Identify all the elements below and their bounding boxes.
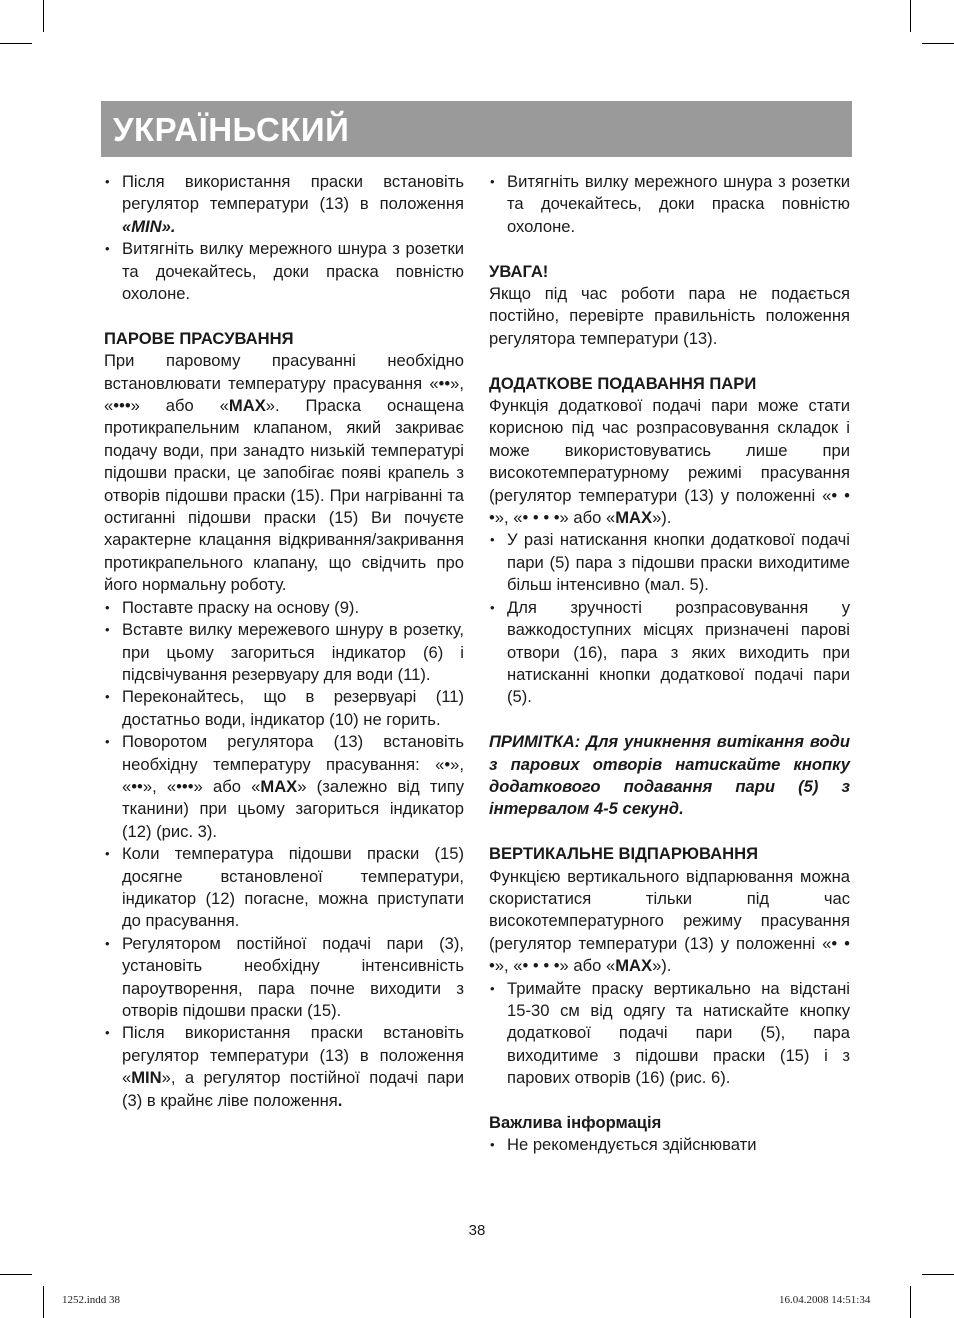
left-column — [104, 171, 464, 1112]
list-item: • Для зручності розпрасовування у важкодоступних місцях призначені парові отвори (16), пара з яких виходить при натисканні кнопки додаткової подачі пари (5). — [489, 597, 850, 709]
paragraph: Якщо під час роботи пара не подається постійно, перевірте правильність положення регулятора температури (13). — [489, 284, 850, 348]
section-heading: ВЕРТИКАЛЬНЕ ВІДПАРЮВАННЯ — [489, 844, 759, 864]
list-item: • Після використання праски встановіть регулятор температури (13) в положення «MIN». — [104, 171, 464, 238]
list-item: • Витягніть вилку мережного шнура з розетки та дочекайтесь, доки праска повністю охолоне. — [489, 171, 850, 238]
section-heading: Важлива інформація — [489, 1112, 662, 1132]
paragraph: Функція додаткової подачі пари може стати корисною під час розпрасовування складок і може використовуватись лише при високотемпературному режимі прасування (регулятор температури (13) у положенні «• • •», «• • • •» або «MAX»). — [489, 396, 850, 528]
crop-mark — [0, 1274, 32, 1275]
warning-heading: УВАГА! — [489, 261, 549, 281]
list-item: • У разі натискання кнопки додаткової подачі пари (5) пара з підошви праски виходитиме більш інтенсивно (мал. 5). — [489, 529, 850, 596]
list-item: • Регулятором постійної подачі пари (3), установіть необхідну інтенсивність пароутворення, пара почне виходити з отворів підошви праски (15). — [104, 933, 464, 1023]
crop-mark — [43, 0, 44, 32]
crop-mark — [910, 0, 911, 32]
section-header — [101, 101, 852, 157]
paragraph: При паровому прасуванні необхідно встановлювати температуру прасування «••», «•••» або «MAX». Праска оснащена протикрапельним клапаном, який закриває подачу води, при занадто низькій температурі підошви праски, це запобігає появі крапель з отворів підошви праски (15). При нагріванні та остиганні підошви праски (15) Ви почуєте характерне клацання відкривання/закривання протикрапельного клапану, що свідчить про його нормальну роботу. — [104, 351, 464, 595]
crop-mark — [43, 1286, 44, 1318]
list-item: • Поворотом регулятора (13) встановіть необхідну температуру прасування: «•», «••», «•••» або «MAX» (залежно від типу тканини) при цьому загориться індикатор (12) (рис. 3). — [104, 731, 464, 843]
section-heading: ПАРОВЕ ПРАСУВАННЯ — [104, 328, 294, 348]
section-heading: ДОДАТКОВЕ ПОДАВАННЯ ПАРИ — [489, 373, 757, 393]
list-item: • Не рекомендується здійснювати — [489, 1134, 850, 1156]
crop-mark — [0, 43, 32, 44]
right-column — [489, 171, 850, 1157]
crop-mark — [922, 43, 954, 44]
paragraph: Функцією вертикального відпарювання можна скористатися тільки під час високотемпературного режиму прасування (регулятор температури (13) у положенні «• • •», «• • • •» або «MAX»). — [489, 866, 850, 976]
list-item: • Поставте праску на основу (9). — [104, 597, 464, 619]
page-number: 38 — [468, 1222, 486, 1239]
file-slug: 1252.indd 38 — [62, 1294, 121, 1306]
note: ПРИМІТКА: Для уникнення витікання води з парових отворів натискайте кнопку додаткового подавання пари (5) з інтервалом 4-5 секунд. — [489, 732, 850, 819]
list-item: • Тримайте праску вертикально на відстані 15-30 см від одягу та натискайте кнопку додаткової подачі пари (5), пара виходитиме з підошви праски (15) і з парових отворів (16) (рис. 6). — [489, 978, 850, 1090]
list-item: • Переконайтесь, що в резервуарі (11) достатньо води, індикатор (10) не горить. — [104, 686, 464, 731]
list-item: • Коли температура підошви праски (15) досягне встановленої температури, індикатор (12) погасне, можна приступати до прасування. — [104, 843, 464, 933]
page-title: УКРАЇНЬСКИЙ — [113, 111, 350, 148]
crop-mark — [910, 1286, 911, 1318]
date-slug: 16.04.2008 14:51:34 — [779, 1294, 871, 1306]
list-item: • Витягніть вилку мережного шнура з розетки та дочекайтесь, доки праска повністю охолоне. — [104, 238, 464, 305]
list-item: • Після використання праски встановіть регулятор температури (13) в положення «MIN», а регулятор постійної подачі пари (3) в крайнє ліве положення. — [104, 1022, 464, 1112]
crop-mark — [922, 1274, 954, 1275]
list-item: • Вставте вилку мережевого шнуру в розетку, при цьому загориться індикатор (6) і підсвічування резервуару для води (11). — [104, 619, 464, 686]
